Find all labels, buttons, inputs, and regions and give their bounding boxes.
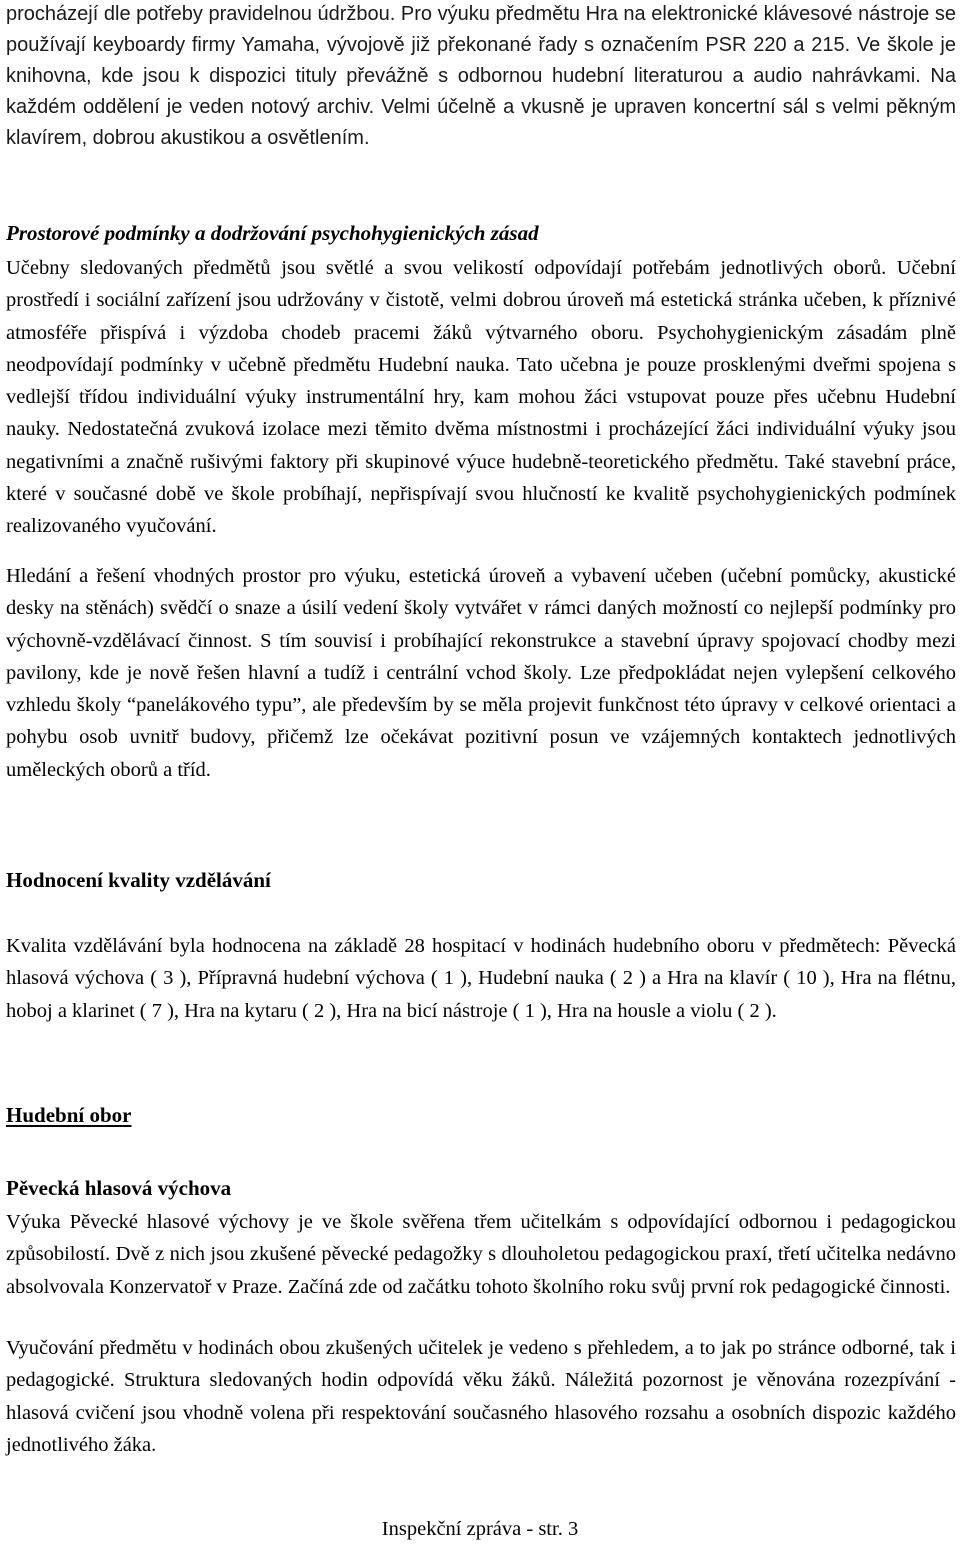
- prostorove-paragraph: Učebny sledovaných předmětů jsou světlé a svou velikostí odpovídají potřebám jednotlivých oborů. Učební prostředí i sociální zařízení jsou udržovány v čistotě, velmi dobrou úroveň má estetická stránka učeben, k příznivé atmosféře přispívá i výzdoba chodeb pracemi žáků výtvarného oboru. Psychohygienickým zásadám plně neodpovídají podmínky v učebně předmětu Hudební nauka. Tato učebna je pouze prosklenými dveřmi spojena s vedlejší třídou individuální výuky instrumentální hry, kam mohou žáci vstupovat pouze přes učebnu Hudební nauky. Nedostatečná zvuková izolace mezi těmito dvěma místnostmi i procházející žáci individuální výuky jsou negativními a značně rušivými faktory při skupinové výuce hudebně-teoretického předmětu. Také stavební práce, které v současné době ve škole probíhají, nepřispívají svou hlučností ke kvalitě psychohygienických podmínek realizovaného vyučování.: [6, 257, 956, 538]
- heading-hodnoceni-kvality: Hodnocení kvality vzdělávání: [6, 868, 271, 892]
- page-footer: Inspekční zpráva - str. 3: [381, 1518, 579, 1540]
- pevecka-paragraph-2: Vyučování předmětu v hodinách obou zkušených učitelek je vedeno s přehledem, a to jak po stránce odborné, tak i pedagogické. Struktura sledovaných hodin odpovídá věku žáků. Náležitá pozornost je věnována rozezpívání - hlasová cvičení jsou vhodně volena při respektování současného hlasového rozsahu a osobních dispozic každého jednotlivého žáka.: [6, 1337, 956, 1456]
- intro-paragraph: procházejí dle potřeby pravidelnou údržbou. Pro výuku předmětu Hra na elektronické klávesové nástroje se používají keyboardy firmy Yamaha, vývojově již překonané řady s označením PSR 220 a 215. Ve škole je knihovna, kde jsou k dispozici tituly převážně s odbornou hudební literaturou a audio nahrávkami. Na každém oddělení je veden notový archiv. Velmi účelně a vkusně je upraven koncertní sál s velmi pěkným klavírem, dobrou akustikou a osvětlením.: [6, 3, 956, 149]
- kvalita-paragraph: Kvalita vzdělávání byla hodnocena na základě 28 hospitací v hodinách hudebního oboru v předmětech: Pěvecká hlasová výchova ( 3 ), Přípravná hudební výchova ( 1 ), Hudební nauka ( 2 ) a Hra na klavír ( 10 ), Hra na flétnu, hoboj a klarinet ( 7 ), Hra na kytaru ( 2 ), Hra na bicí nástroje ( 1 ), Hra na housle a violu ( 2 ).: [6, 935, 956, 1022]
- hledani-paragraph: Hledání a řešení vhodných prostor pro výuku, estetická úroveň a vybavení učeben (učební pomůcky, akustické desky na stěnách) svědčí o snaze a úsilí vedení školy vytvářet v rámci daných možností co nejlepší podmínky pro výchovně-vzdělávací činnost. S tím souvisí i probíhající rekonstrukce a stavební úpravy spojovací chodby mezi pavilony, kde je nově řešen hlavní a tudíž i centrální vchod školy. Lze předpokládat nejen vylepšení celkového vzhledu školy “panelákového typu”, ale především by se měla projevit funkčnost této úpravy v celkové orientaci a pohybu osob uvnitř budovy, přičemž lze očekávat pozitivní posun ve vzájemných kontaktech jednotlivých uměleckých oborů a tříd.: [6, 565, 956, 781]
- heading-pevecka-hlasova-vychova: Pěvecká hlasová výchova: [6, 1176, 232, 1200]
- pevecka-paragraph-1: Výuka Pěvecké hlasové výchovy je ve škole svěřena třem učitelkám s odpovídající odbornou i pedagogickou způsobilostí. Dvě z nich jsou zkušené pěvecké pedagožky s dlouholetou pedagogickou praxí, třetí učitelka nedávno absolvovala Konzervatoř v Praze. Začíná zde od začátku tohoto školního roku svůj první rok pedagogické činnosti.: [6, 1211, 956, 1298]
- heading-hudebni-obor: Hudební obor: [6, 1103, 132, 1127]
- heading-prostorove-podminky: Prostorové podmínky a dodržování psychohygienických zásad: [6, 221, 539, 245]
